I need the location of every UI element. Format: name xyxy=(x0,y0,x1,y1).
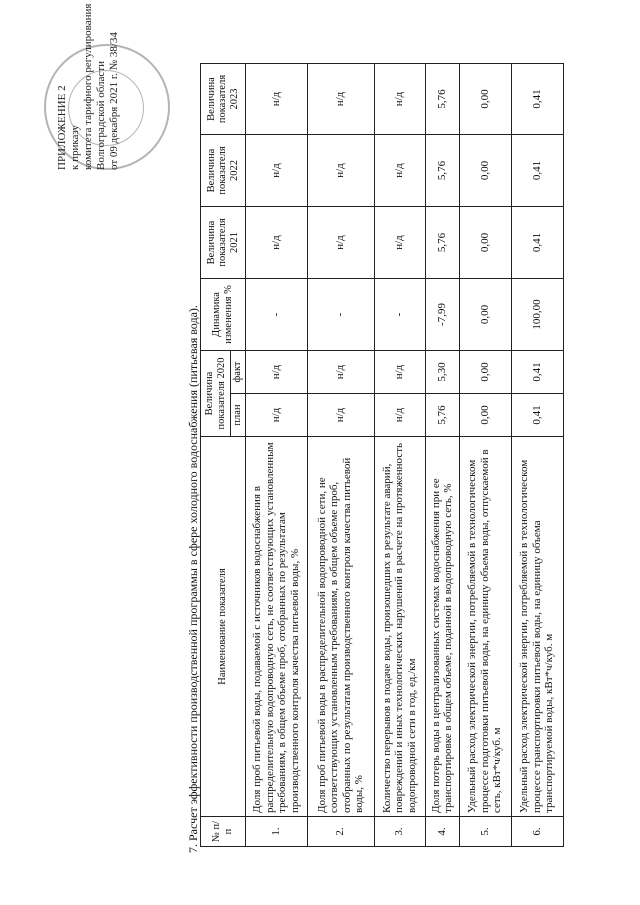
row-plan: н/д xyxy=(245,394,307,437)
row-2021: н/д xyxy=(245,207,307,279)
row-2021: 5,76 xyxy=(425,207,459,279)
col-header-name: Наименование показателя xyxy=(201,437,246,817)
row-fact: 0,00 xyxy=(459,351,511,394)
col-header-2021: Величина показателя 2021 xyxy=(201,207,246,279)
row-2023: н/д xyxy=(307,64,374,135)
col-header-value2020: Величина показателя 2020 xyxy=(201,351,231,437)
appendix-line: комитета тарифного регулирования xyxy=(82,3,94,170)
row-fact: н/д xyxy=(245,351,307,394)
appendix-line: Волгоградской области xyxy=(95,61,107,170)
row-fact: 0,41 xyxy=(511,351,563,394)
row-plan: н/д xyxy=(374,394,425,437)
row-dynamics: - xyxy=(245,279,307,351)
row-num: 1. xyxy=(245,817,307,847)
row-2021: 0,41 xyxy=(511,207,563,279)
row-name: Удельный расход электрической энергии, потребляемой в технологическом процессе транспортировки питьевой воды, на единицу объема транспортируемой воды, кВт*ч/куб. м xyxy=(511,437,563,817)
row-name: Доля проб питьевой воды в распределительной водопроводной сети, не соответствующих установленным требованиям, в общем объеме проб, отобранных по результатам производственного контроля качества питьевой воды, % xyxy=(307,437,374,817)
row-plan: 0,00 xyxy=(459,394,511,437)
row-2023: н/д xyxy=(245,64,307,135)
col-header-dynamics: Динамика изменения % xyxy=(201,279,246,351)
row-dynamics: - xyxy=(307,279,374,351)
row-name: Доля потерь воды в централизованных системах водоснабжения при ее транспортировке в общем объеме, поданной в водопроводную сеть, % xyxy=(425,437,459,817)
row-dynamics: - xyxy=(374,279,425,351)
table-row xyxy=(374,64,425,847)
row-fact: н/д xyxy=(374,351,425,394)
row-2023: 5,76 xyxy=(425,64,459,135)
row-name: Доля проб питьевой воды, подаваемой с источников водоснабжения в распределительную водопроводную сеть, не соответствующих установленным требованиям, в общем объеме проб, отобранных по результатам производственного контроля качества питьевой воды, % xyxy=(245,437,307,817)
row-name: Количество перерывов в подаче воды, произошедших в результате аварий, повреждений и иных технологических нарушений в расчете на протяженность водопроводной сети в год, ед./км xyxy=(374,437,425,817)
row-dynamics: 0,00 xyxy=(459,279,511,351)
row-2022: 0,00 xyxy=(459,135,511,207)
col-header-2023: Величина показателя 2023 xyxy=(201,64,246,135)
row-num: 6. xyxy=(511,817,563,847)
row-2022: 0,41 xyxy=(511,135,563,207)
row-fact: 5,30 xyxy=(425,351,459,394)
appendix-header xyxy=(56,4,121,170)
section-title: 7. Расчет эффективности производственной программы в сфере холодного водоснабжения (питьевая вода). xyxy=(186,305,200,853)
row-2021: 0,00 xyxy=(459,207,511,279)
row-2023: 0,00 xyxy=(459,64,511,135)
appendix-title: ПРИЛОЖЕНИЕ 2 xyxy=(56,85,68,170)
appendix-line: к приказу xyxy=(69,124,81,170)
row-2021: н/д xyxy=(307,207,374,279)
row-dynamics: 100,00 xyxy=(511,279,563,351)
table-row xyxy=(425,64,459,847)
row-fact: н/д xyxy=(307,351,374,394)
col-header-plan: план xyxy=(231,394,246,437)
row-plan: 0,41 xyxy=(511,394,563,437)
table-row xyxy=(459,64,511,847)
col-header-2022: Величина показателя 2022 xyxy=(201,135,246,207)
row-num: 4. xyxy=(425,817,459,847)
row-num: 3. xyxy=(374,817,425,847)
table-row xyxy=(307,64,374,847)
table-row xyxy=(511,64,563,847)
row-2023: 0,41 xyxy=(511,64,563,135)
row-name: Удельный расход электрической энергии, потребляемой в технологическом процессе подготовки питьевой воды, на единицу объема воды, отпускаемой в сеть, кВт*ч/куб. м xyxy=(459,437,511,817)
row-2023: н/д xyxy=(374,64,425,135)
row-dynamics: -7,99 xyxy=(425,279,459,351)
table-row xyxy=(245,64,307,847)
col-header-fact: факт xyxy=(231,351,246,394)
row-2021: н/д xyxy=(374,207,425,279)
row-2022: н/д xyxy=(374,135,425,207)
efficiency-table xyxy=(200,63,564,847)
appendix-line: от 09 декабря 2021 г. № 38/34 xyxy=(108,32,120,170)
row-2022: н/д xyxy=(245,135,307,207)
row-num: 5. xyxy=(459,817,511,847)
row-2022: 5,76 xyxy=(425,135,459,207)
row-plan: н/д xyxy=(307,394,374,437)
col-header-num: № п/п xyxy=(201,817,246,847)
row-num: 2. xyxy=(307,817,374,847)
row-plan: 5,76 xyxy=(425,394,459,437)
row-2022: н/д xyxy=(307,135,374,207)
